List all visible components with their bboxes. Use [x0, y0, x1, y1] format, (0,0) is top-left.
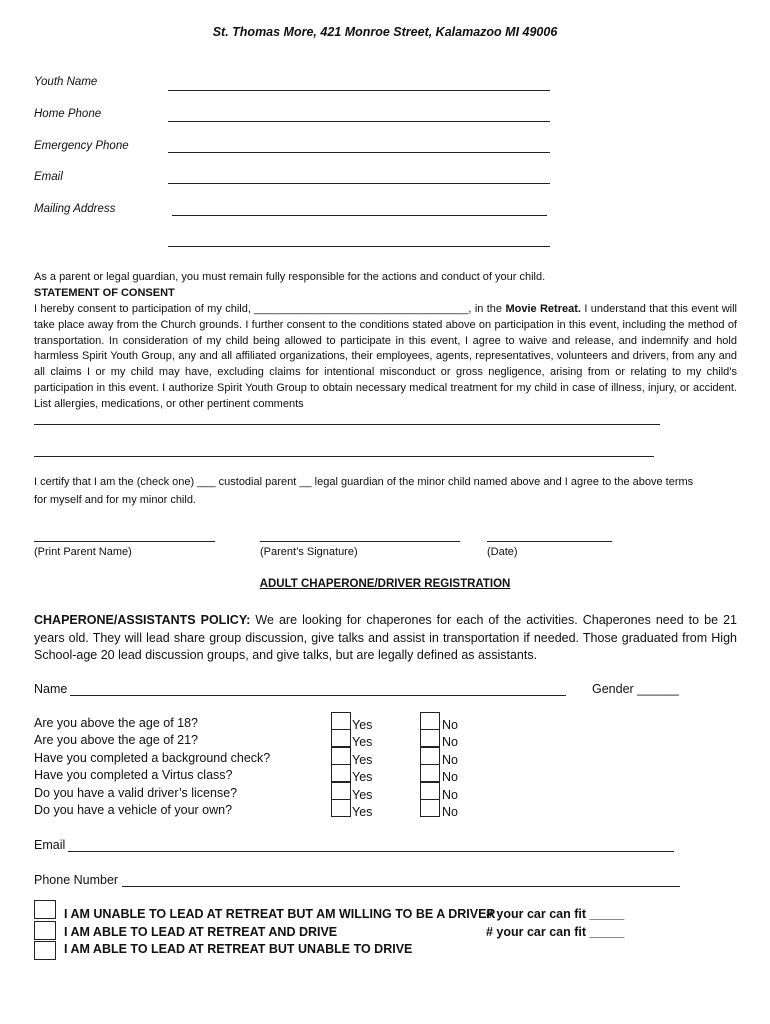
comments-line-1[interactable] — [34, 424, 660, 425]
yes-checkbox-1[interactable] — [331, 712, 351, 730]
yes-checkbox-3[interactable] — [331, 747, 351, 765]
date-line[interactable] — [487, 541, 612, 542]
no-checkbox-3[interactable] — [420, 747, 440, 765]
comments-line-2[interactable] — [34, 456, 654, 457]
yes-label-3: Yes — [352, 753, 373, 767]
car-fit-field-1[interactable]: # your car can fit _____ — [486, 907, 625, 921]
option-checkbox-3[interactable] — [34, 941, 56, 960]
mailing-address-field-2[interactable] — [168, 246, 550, 247]
no-label-3: No — [442, 753, 458, 767]
emergency-phone-field[interactable] — [168, 152, 550, 153]
question-1: Are you above the age of 18? — [34, 716, 199, 730]
email-field[interactable] — [168, 183, 550, 184]
consent-text-rest: I understand that this event will take place away from the Church grounds. I further consent to the conditions stated above on participation in this event, including the method of transportation. In consideration of my child being allowed to participate in this event, I agree to waive and release, and indemnify and hold harmless Spirit Youth Group, any and all affiliated organizations, their employees, agents, representatives, volunteers and drivers, from any and all claims I or my child may have, excluding claims for intentional misconduct or gross negligence, arising from or relating to my child’s participation in this event. I authorize Spirit Youth Group to obtain necessary medical treatment for my child in case of illness, injury, or accident. List allergies, medications, or other pertinent comments — [34, 303, 737, 410]
chaperone-name-field[interactable] — [70, 695, 566, 696]
option-1-label: I AM UNABLE TO LEAD AT RETREAT BUT AM WILLING TO BE A DRIVER — [64, 907, 496, 921]
gender-field[interactable]: Gender ______ — [592, 682, 679, 696]
question-5: Do you have a valid driver’s license? — [34, 786, 238, 800]
certify-line-1: I certify that I am the (check one) ___ custodial parent __ legal guardian of the minor child named above and I agree to the above terms — [34, 476, 694, 488]
no-label-2: No — [442, 735, 458, 749]
emergency-phone-label: Emergency Phone — [34, 140, 129, 152]
consent-paragraph — [34, 302, 737, 413]
no-label-5: No — [442, 788, 458, 802]
yes-label-2: Yes — [352, 735, 373, 749]
signature-caption: (Parent’s Signature) — [260, 546, 358, 558]
no-checkbox-2[interactable] — [420, 729, 440, 747]
no-checkbox-5[interactable] — [420, 782, 440, 800]
policy-label: CHAPERONE/ASSISTANTS POLICY: — [34, 613, 251, 627]
email-label: Email — [34, 171, 63, 183]
no-label-6: No — [442, 805, 458, 819]
chaperone-phone-label: Phone Number — [34, 873, 119, 887]
yes-label-5: Yes — [352, 788, 373, 802]
home-phone-label: Home Phone — [34, 108, 102, 120]
no-checkbox-6[interactable] — [420, 799, 440, 817]
option-checkbox-1[interactable] — [34, 900, 56, 919]
certify-line-2: for myself and for my minor child. — [34, 494, 196, 506]
question-4: Have you completed a Virtus class? — [34, 768, 233, 782]
car-fit-field-2[interactable]: # your car can fit _____ — [486, 925, 625, 939]
youth-name-label: Youth Name — [34, 76, 98, 88]
consent-intro: As a parent or legal guardian, you must remain fully responsible for the actions and conduct of your child. — [34, 271, 546, 283]
option-2-label: I AM ABLE TO LEAD AT RETREAT AND DRIVE — [64, 925, 338, 939]
no-label-1: No — [442, 718, 458, 732]
home-phone-field[interactable] — [168, 121, 550, 122]
question-6: Do you have a vehicle of your own? — [34, 803, 233, 817]
mailing-address-field[interactable] — [172, 215, 547, 216]
consent-text-start: I hereby consent to participation of my child, ___________________________________, in the — [34, 303, 506, 315]
question-3: Have you completed a background check? — [34, 751, 271, 765]
no-label-4: No — [442, 770, 458, 784]
no-checkbox-4[interactable] — [420, 764, 440, 782]
page-title: St. Thomas More, 421 Monroe Street, Kalamazoo MI 49006 — [212, 25, 558, 39]
policy-paragraph — [34, 612, 737, 665]
chaperone-title: ADULT CHAPERONE/DRIVER REGISTRATION — [259, 578, 511, 590]
date-caption: (Date) — [487, 546, 518, 558]
chaperone-name-label: Name — [34, 682, 68, 696]
no-checkbox-1[interactable] — [420, 712, 440, 730]
chaperone-email-label: Email — [34, 838, 66, 852]
youth-name-field[interactable] — [168, 90, 550, 91]
chaperone-phone-field[interactable] — [122, 886, 680, 887]
yes-label-4: Yes — [352, 770, 373, 784]
option-3-label: I AM ABLE TO LEAD AT RETREAT BUT UNABLE TO DRIVE — [64, 942, 413, 956]
yes-checkbox-5[interactable] — [331, 782, 351, 800]
yes-checkbox-6[interactable] — [331, 799, 351, 817]
policy-text: We are looking for chaperones for each of the activities. Chaperones need to be 21 years old. They will lead share group discussion, give talks and assist in transportation if needed. Those graduated from High School-age 20 lead discussion groups, and give talks, but are legally defined as assistants. — [34, 613, 737, 662]
signature-line[interactable] — [260, 541, 460, 542]
print-name-caption: (Print Parent Name) — [34, 546, 132, 558]
mailing-address-label: Mailing Address — [34, 203, 116, 215]
yes-checkbox-2[interactable] — [331, 729, 351, 747]
chaperone-email-field[interactable] — [68, 851, 674, 852]
yes-label-1: Yes — [352, 718, 373, 732]
yes-label-6: Yes — [352, 805, 373, 819]
yes-checkbox-4[interactable] — [331, 764, 351, 782]
print-name-line[interactable] — [34, 541, 215, 542]
option-checkbox-2[interactable] — [34, 921, 56, 940]
question-2: Are you above the age of 21? — [34, 733, 199, 747]
event-name: Movie Retreat. — [505, 303, 581, 315]
consent-heading: STATEMENT OF CONSENT — [34, 287, 175, 299]
